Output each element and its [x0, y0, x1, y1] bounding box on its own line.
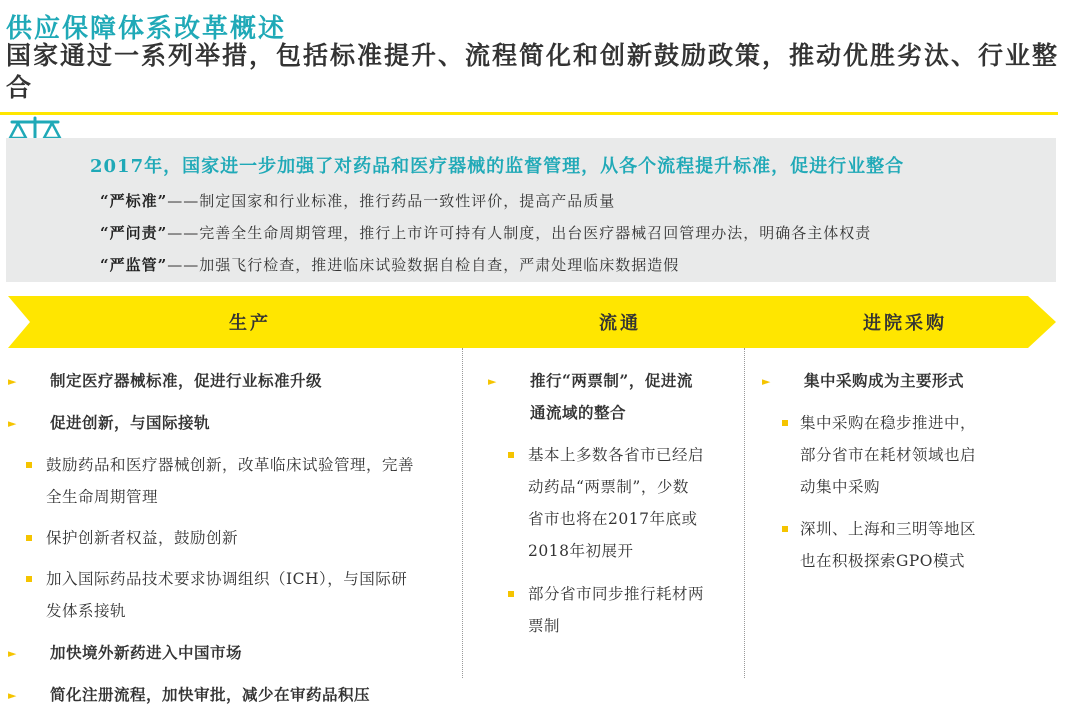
- square-bullet-icon: [508, 591, 514, 597]
- list-item: 加快境外新药进入中国市场: [50, 643, 243, 662]
- list-item: 2018年初展开: [528, 542, 634, 560]
- square-bullet-icon: [26, 576, 32, 582]
- list-item: 深圳、上海和三明等地区: [800, 520, 977, 538]
- list-item: 加入国际药品技术要求协调组织（ICH），与国际研: [46, 570, 408, 588]
- column-header-procurement: 进院采购: [863, 313, 947, 334]
- list-item: 集中采购成为主要形式: [804, 371, 965, 390]
- list-item: 动集中采购: [800, 478, 881, 496]
- arrow-bullet-icon: ►: [488, 375, 497, 388]
- list-item: 保护创新者权益，鼓励创新: [46, 529, 239, 547]
- list-item: 全生命周期管理: [46, 488, 159, 506]
- column-divider: [744, 348, 745, 678]
- arrow-bullet-icon: ►: [8, 375, 17, 388]
- list-item: 省市也将在2017年底或: [528, 510, 698, 528]
- summary-headline: 2017年，国家进一步加强了对药品和医疗器械的监督管理，从各个流程提升标准，促进行业整合: [90, 156, 905, 177]
- list-item: 鼓励药品和医疗器械创新，改革临床试验管理，完善: [46, 456, 415, 474]
- summary-line-standards: “严标准”——制定国家和行业标准，推行药品一致性评价，提高产品质量: [100, 192, 616, 210]
- list-item: 推行“两票制”，促进流: [530, 371, 693, 390]
- list-item: 集中采购在稳步推进中，: [800, 414, 977, 432]
- list-item: 也在积极探索GPO模式: [800, 552, 966, 570]
- square-bullet-icon: [26, 535, 32, 541]
- list-item: 动药品“两票制”，少数: [528, 478, 689, 496]
- summary-line-supervision: “严监管”——加强飞行检查，推进临床试验数据自检自查，严肃处理临床数据造假: [100, 256, 680, 274]
- list-item: 发体系接轨: [46, 602, 127, 620]
- summary-line-accountability: “严问责”——完善全生命周期管理，推行上市许可持有人制度，出台医疗器械召回管理办法，明确各主体权责: [100, 224, 872, 242]
- yellow-divider: [0, 112, 1058, 115]
- square-bullet-icon: [508, 452, 514, 458]
- arrow-bullet-icon: ►: [762, 375, 771, 388]
- column-divider: [462, 348, 463, 678]
- page-title: 供应保障体系改革概述: [6, 14, 287, 44]
- page-subtitle: 国家通过一系列举措，包括标准提升、流程简化和创新鼓励政策，推动优胜劣汰、行业整合: [6, 41, 1060, 102]
- list-item: 票制: [528, 617, 561, 635]
- list-item: 基本上多数各省市已经启: [528, 446, 705, 464]
- column-header-production: 生产: [229, 313, 271, 334]
- list-item: 部分省市在耗材领域也启: [800, 446, 977, 464]
- list-item: 简化注册流程，加快审批，减少在审药品积压: [50, 685, 371, 704]
- column-header-circulation: 流通: [599, 313, 641, 334]
- square-bullet-icon: [782, 420, 788, 426]
- arrow-bullet-icon: ►: [8, 689, 17, 702]
- list-item: 部分省市同步推行耗材两: [528, 585, 705, 603]
- list-item: 制定医疗器械标准，促进行业标准升级: [50, 371, 323, 390]
- square-bullet-icon: [26, 462, 32, 468]
- list-item: 促进创新，与国际接轨: [50, 413, 211, 432]
- list-item: 通流域的整合: [530, 403, 627, 422]
- arrow-bullet-icon: ►: [8, 647, 17, 660]
- arrow-bullet-icon: ►: [8, 417, 17, 430]
- square-bullet-icon: [782, 526, 788, 532]
